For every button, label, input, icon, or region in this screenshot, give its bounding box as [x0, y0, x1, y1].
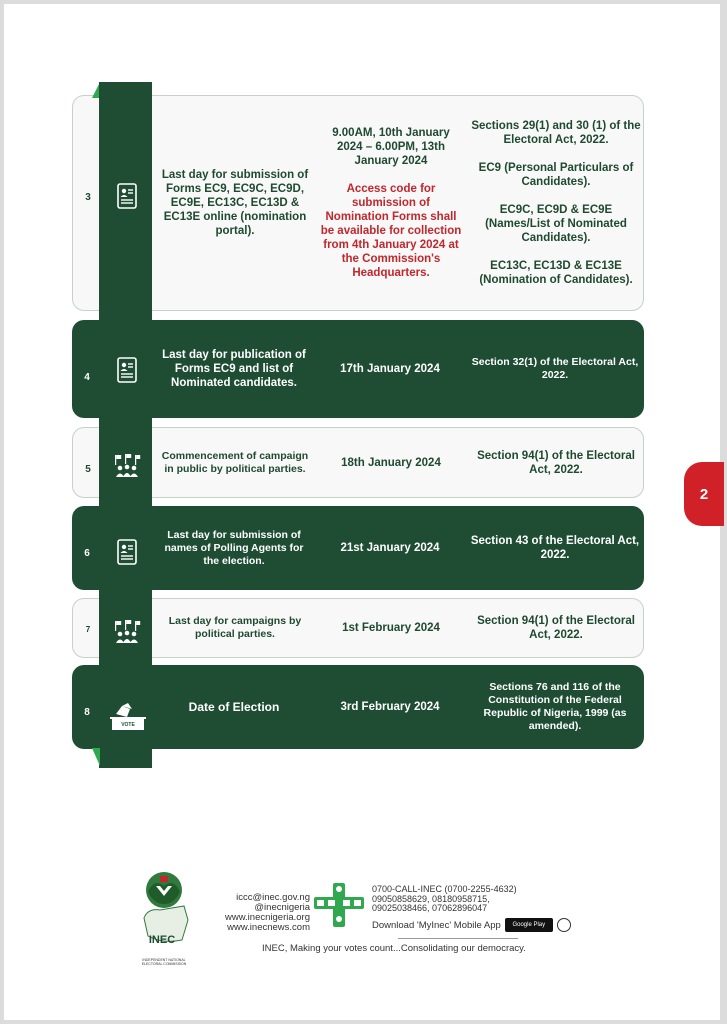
row-date-block: [319, 96, 463, 310]
row-activity: Commencement of campaign in public by political parties.: [161, 449, 309, 475]
row-activity: Date of Election: [188, 700, 280, 714]
law-text: EC9 (Personal Particulars of Candidates).: [478, 162, 634, 188]
hotline[interactable]: 0700-CALL-INEC (0700-2255-4632): [372, 884, 517, 894]
app-download-text: Download 'MyInec' Mobile App: [372, 919, 501, 931]
row-activity: Last day for submission of names of Polling Agents for the election.: [164, 528, 304, 567]
app-icon: [557, 918, 571, 932]
row-date: 9.00AM, 10th January 2024 – 6.00PM, 13th January 2024: [332, 127, 450, 167]
row-number: 7: [85, 625, 91, 634]
campaign-crowd-icon: [113, 452, 141, 480]
law-text: EC9C, EC9D & EC9E (Names/List of Nominated Candidates).: [485, 204, 627, 244]
google-play-badge[interactable]: Google Play: [505, 918, 553, 932]
phone-line[interactable]: 09050858629, 08180958715,: [372, 893, 490, 904]
form-icon: [113, 356, 141, 384]
phone-line[interactable]: 09025038466, 07062896047: [372, 903, 488, 913]
timetable-row-4: [72, 320, 644, 418]
row-legal-basis: Section 94(1) of the Electoral Act, 2022.: [477, 449, 635, 476]
timetable-row-7: [72, 598, 644, 658]
timetable-row-8: [72, 665, 644, 749]
form-icon: [113, 538, 141, 566]
logo-wordmark: INEC: [148, 934, 176, 946]
row-number: 6: [84, 548, 90, 559]
campaign-crowd-icon: [113, 618, 141, 646]
contact-handle[interactable]: @inecnigeria: [254, 902, 310, 913]
row-date-note: Access code for submission of Nomination Forms shall be available for collection from 4th January 2024 at the Commission's Headquarters.: [320, 183, 462, 279]
row-legal-basis: Section 43 of the Electoral Act, 2022.: [470, 535, 640, 561]
row-date: 17th January 2024: [340, 363, 440, 375]
contact-email[interactable]: iccc@inec.gov.ng: [236, 892, 310, 903]
footer-divider: [398, 938, 518, 939]
timetable-row-6: [72, 506, 644, 590]
row-legal-basis: [471, 96, 641, 310]
row-legal-basis: Section 32(1) of the Electoral Act, 2022.: [471, 356, 639, 381]
app-download: [372, 918, 571, 932]
page-number-tab: 2: [684, 462, 724, 526]
row-activity: Last day for submission of Forms EC9, EC9C, EC9D, EC9E, EC13C, EC13D & EC13E online (nomination portal).: [161, 169, 309, 237]
row-number: 4: [84, 372, 90, 383]
row-number: 8: [84, 707, 90, 718]
form-icon: [113, 182, 141, 210]
row-date: 21st January 2024: [340, 542, 440, 554]
law-text: EC13C, EC13D & EC13E (Nomination of Candidates).: [479, 260, 633, 286]
tagline: INEC, Making your votes count...Consolidating our democracy.: [262, 943, 526, 954]
logo-caption: INDEPENDENT NATIONAL ELECTORAL COMMISSION: [141, 958, 187, 966]
law-text: Sections 29(1) and 30 (1) of the Electoral Act, 2022.: [471, 120, 641, 146]
phone-numbers: [372, 885, 517, 914]
row-date: 3rd February 2024: [340, 701, 440, 713]
timetable-row-5: [72, 427, 644, 498]
row-number: 5: [85, 464, 91, 475]
contact-block: [225, 893, 310, 933]
timetable-row-3: [72, 95, 644, 311]
row-date: 18th January 2024: [341, 456, 441, 469]
row-legal-basis: Section 94(1) of the Electoral Act, 2022.: [477, 615, 635, 641]
ballot-box-icon: [108, 700, 148, 734]
contact-website[interactable]: www.inecnews.com: [227, 922, 310, 933]
ballot-box-label: VOTE: [121, 722, 135, 728]
row-activity: Last day for campaigns by political parties.: [168, 615, 302, 640]
row-date: 1st February 2024: [342, 622, 440, 634]
row-legal-basis: Sections 76 and 116 of the Constitution of the Federal Republic of Nigeria, 1999 (as amended).: [483, 681, 627, 732]
row-number: 3: [85, 192, 91, 203]
contact-website[interactable]: www.inecnigeria.org: [224, 912, 310, 923]
row-activity: Last day for publication of Forms EC9 and list of Nominated candidates.: [162, 349, 306, 389]
social-icons-cross: [314, 883, 364, 927]
